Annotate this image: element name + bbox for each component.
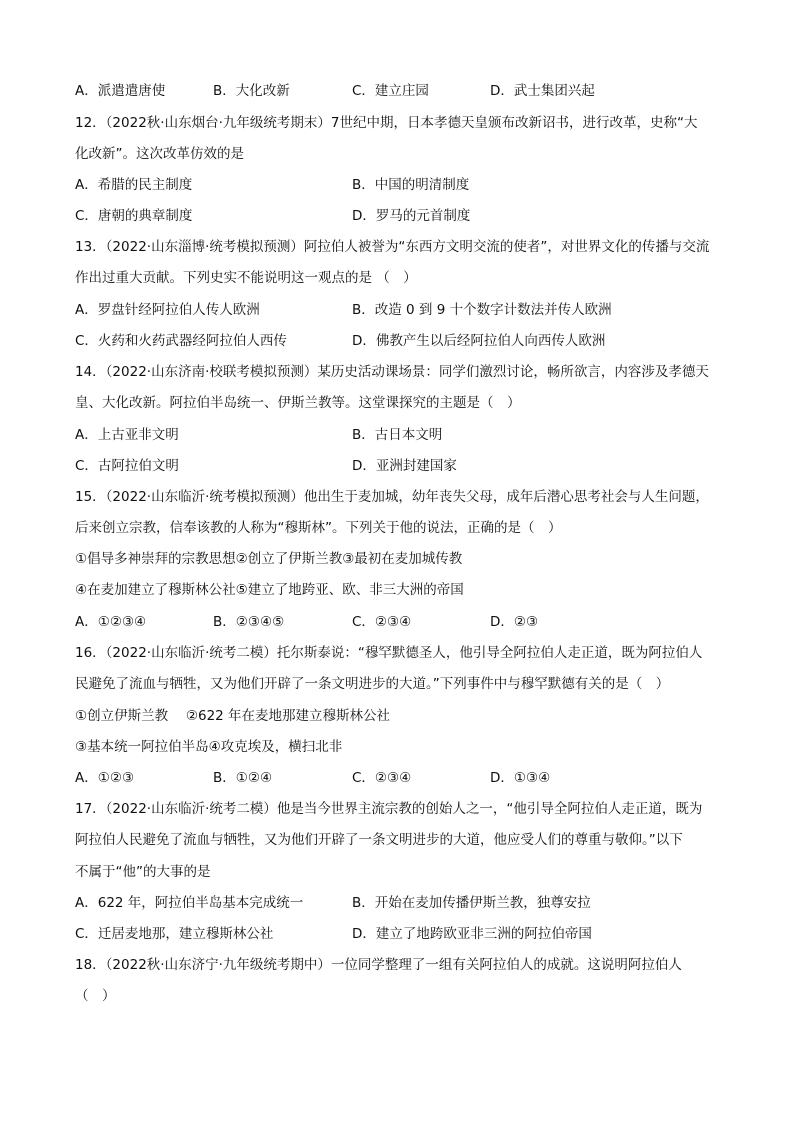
q11-option-a: A．派遣遣唐使 xyxy=(75,83,166,99)
q14-option-d: D．亚洲封建国家 xyxy=(352,458,457,474)
q17-option-b: B．开始在麦加传播伊斯兰教，独尊安拉 xyxy=(352,895,591,911)
q16-statements-line-1: ①创立伊斯兰教 ②622 年在麦地那建立穆斯林公社 xyxy=(75,708,391,724)
q11-option-b: B．大化改新 xyxy=(213,83,290,99)
q16-option-a: A．①②③ xyxy=(75,770,135,786)
q12-option-d: D．罗马的元首制度 xyxy=(352,208,471,224)
q16-option-b: B．①②④ xyxy=(213,770,273,786)
q17-option-d: D．建立了地跨欧亚非三洲的阿拉伯帝国 xyxy=(352,926,592,942)
q15-option-d: D．②③ xyxy=(490,614,539,630)
q13-stem-line-1: 13．（2022·山东淄博·统考模拟预测）阿拉伯人被誉为“东西方文明交流的使者”，对世界文化的传播与交流 xyxy=(75,239,710,255)
q16-stem-line-1: 16．（2022·山东临沂·统考二模）托尔斯泰说：“穆罕默德圣人，他引导全阿拉伯人走正道，既为阿拉伯人 xyxy=(75,645,703,661)
q15-option-c: C．②③④ xyxy=(352,614,412,630)
q14-option-a: A．上古亚非文明 xyxy=(75,427,179,443)
q15-option-b: B．②③④⑤ xyxy=(213,614,285,630)
q15-stem-line-1: 15．（2022·山东临沂·统考模拟预测）他出生于麦加城，幼年丧失父母，成年后潜心思考社会与人生问题， xyxy=(75,489,709,505)
q15-statements-line-1: ①倡导多神崇拜的宗教思想②创立了伊斯兰教③最初在麦加城传教 xyxy=(75,551,463,567)
q11-option-d: D．武士集团兴起 xyxy=(490,83,595,99)
q17-option-a: A．622 年，阿拉伯半岛基本完成统一 xyxy=(75,895,304,911)
q17-stem-line-1: 17．（2022·山东临沂·统考二模）他是当今世界主流宗教的创始人之一，“他引导全阿拉伯人走正道，既为 xyxy=(75,801,703,817)
q17-stem-line-2: 阿拉伯人民避免了流血与牺牲，又为他们开辟了一条文明进步的大道，他应受人们的尊重与敬仰。”以下 xyxy=(75,832,683,848)
q14-option-c: C．古阿拉伯文明 xyxy=(75,458,179,474)
q18-stem-line-1: 18．（2022秋·山东济宁·九年级统考期中）一位同学整理了一组有关阿拉伯人的成就。这说明阿拉伯人 xyxy=(75,957,682,973)
q13-stem-line-2: 作出过重大贡献。下列史实不能说明这一观点的是 （ ） xyxy=(75,270,417,286)
q15-option-a: A．①②③④ xyxy=(75,614,147,630)
q18-stem-line-2: （ ） xyxy=(75,988,116,1004)
q13-option-c: C．火药和火药武器经阿拉伯人西传 xyxy=(75,333,287,349)
q14-stem-line-2: 皇、大化改新。阿拉伯半岛统一、伊斯兰教等。这堂课探究的主题是（ ） xyxy=(75,395,521,411)
q14-option-b: B．古日本文明 xyxy=(352,427,443,443)
q13-option-d: D．佛教产生以后经阿拉伯人向西传人欧洲 xyxy=(352,333,606,349)
q17-stem-line-3: 不属于“他”的大事的是 xyxy=(75,864,211,880)
q16-stem-line-2: 民避免了流血与牺牲，又为他们开辟了一条文明进步的大道。”下列事件中与穆罕默德有关的是（ ） xyxy=(75,676,670,692)
q12-option-c: C．唐朝的典章制度 xyxy=(75,208,193,224)
q14-stem-line-1: 14．（2022·山东济南·校联考模拟预测）某历史活动课场景：同学们激烈讨论，畅所欲言，内容涉及孝德天 xyxy=(75,364,709,380)
q15-statements-line-2: ④在麦加建立了穆斯林公社⑤建立了地跨亚、欧、非三大洲的帝国 xyxy=(75,582,464,598)
q12-option-b: B．中国的明清制度 xyxy=(352,177,470,193)
q16-statements-line-2: ③基本统一阿拉伯半岛④攻克埃及，横扫北非 xyxy=(75,739,343,755)
q11-option-c: C．建立庄园 xyxy=(352,83,429,99)
q12-stem-line-1: 12．（2022秋·山东烟台·九年级统考期末）7世纪中期，日本孝德天皇颁布改新诏书，进行改革，史称“大 xyxy=(75,115,698,131)
q15-stem-line-2: 后来创立宗教，信奉该教的人称为“穆斯林”。下列关于他的说法，正确的是（ ） xyxy=(75,520,562,536)
q16-option-d: D．①③④ xyxy=(490,770,551,786)
q17-option-c: C．迁居麦地那，建立穆斯林公社 xyxy=(75,926,274,942)
q12-stem-line-2: 化改新”。这次改革仿效的是 xyxy=(75,146,244,162)
q16-option-c: C．②③④ xyxy=(352,770,412,786)
q13-option-b: B．改造 0 到 9 十个数字计数法并传人欧洲 xyxy=(352,302,612,318)
q12-option-a: A．希腊的民主制度 xyxy=(75,177,193,193)
q13-option-a: A．罗盘针经阿拉伯人传人欧洲 xyxy=(75,302,260,318)
